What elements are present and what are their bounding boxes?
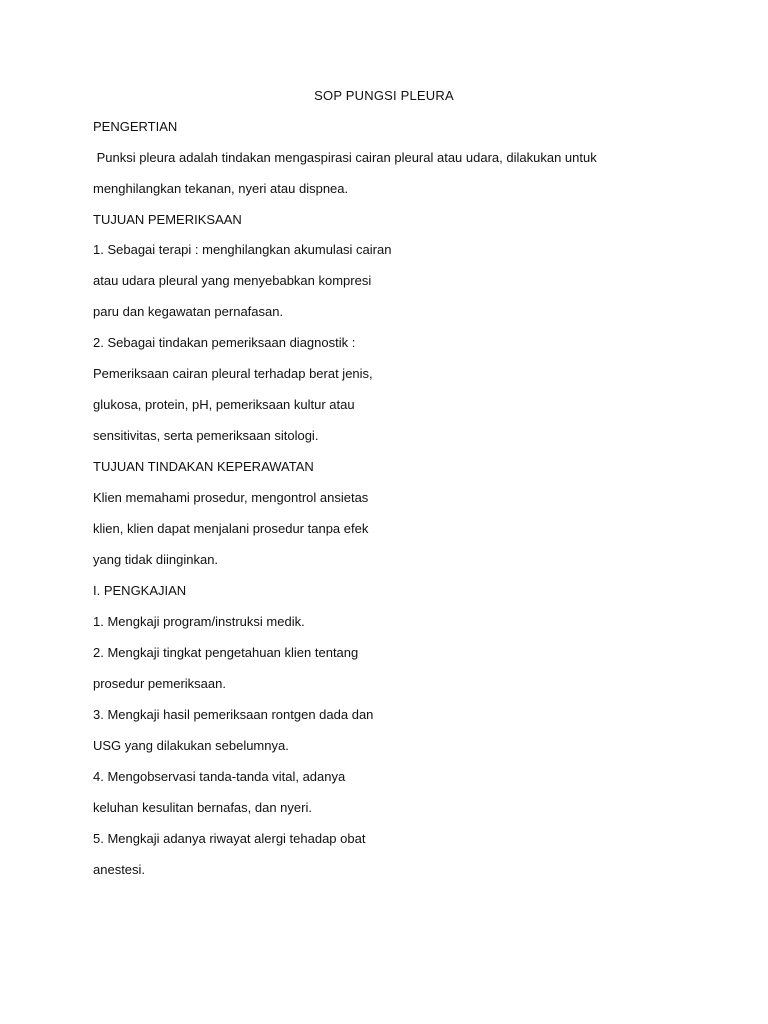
paragraph-line: yang tidak diinginkan.: [93, 552, 219, 567]
paragraph-line: prosedur pemeriksaan.: [93, 676, 226, 691]
list-item: 2. Mengkaji tingkat pengetahuan klien tentang: [93, 645, 359, 660]
paragraph-line: Punksi pleura adalah tindakan mengaspirasi cairan pleural atau udara, dilakukan untuk: [93, 150, 597, 165]
list-item: 3. Mengkaji hasil pemeriksaan rontgen dada dan: [93, 707, 374, 722]
document-title: SOP PUNGSI PLEURA: [314, 88, 454, 103]
paragraph-line: Pemeriksaan cairan pleural terhadap berat jenis,: [93, 366, 373, 381]
paragraph-line: keluhan kesulitan bernafas, dan nyeri.: [93, 800, 312, 815]
section-heading-tujuan-pemeriksaan: TUJUAN PEMERIKSAAN: [93, 212, 242, 227]
paragraph-line: anestesi.: [93, 862, 146, 877]
paragraph-line: klien, klien dapat menjalani prosedur tanpa efek: [93, 521, 369, 536]
list-item: 5. Mengkaji adanya riwayat alergi tehadap obat: [93, 831, 366, 846]
paragraph-line: glukosa, protein, pH, pemeriksaan kultur atau: [93, 397, 355, 412]
paragraph-line: sensitivitas, serta pemeriksaan sitologi.: [93, 428, 319, 443]
paragraph-line: paru dan kegawatan pernafasan.: [93, 304, 284, 319]
paragraph-line: USG yang dilakukan sebelumnya.: [93, 738, 289, 753]
paragraph-line: atau udara pleural yang menyebabkan kompresi: [93, 273, 372, 288]
list-item: 4. Mengobservasi tanda-tanda vital, adanya: [93, 769, 346, 784]
section-heading-pengertian: PENGERTIAN: [93, 119, 178, 134]
paragraph-line: 2. Sebagai tindakan pemeriksaan diagnostik :: [93, 335, 356, 350]
paragraph-line: Klien memahami prosedur, mengontrol ansietas: [93, 490, 369, 505]
paragraph-line: 1. Sebagai terapi : menghilangkan akumulasi cairan: [93, 242, 392, 257]
section-heading-pengkajian: I. PENGKAJIAN: [93, 583, 187, 598]
paragraph-line: menghilangkan tekanan, nyeri atau dispnea.: [93, 181, 349, 196]
list-item: 1. Mengkaji program/instruksi medik.: [93, 614, 305, 629]
section-heading-tujuan-tindakan: TUJUAN TINDAKAN KEPERAWATAN: [93, 459, 314, 474]
